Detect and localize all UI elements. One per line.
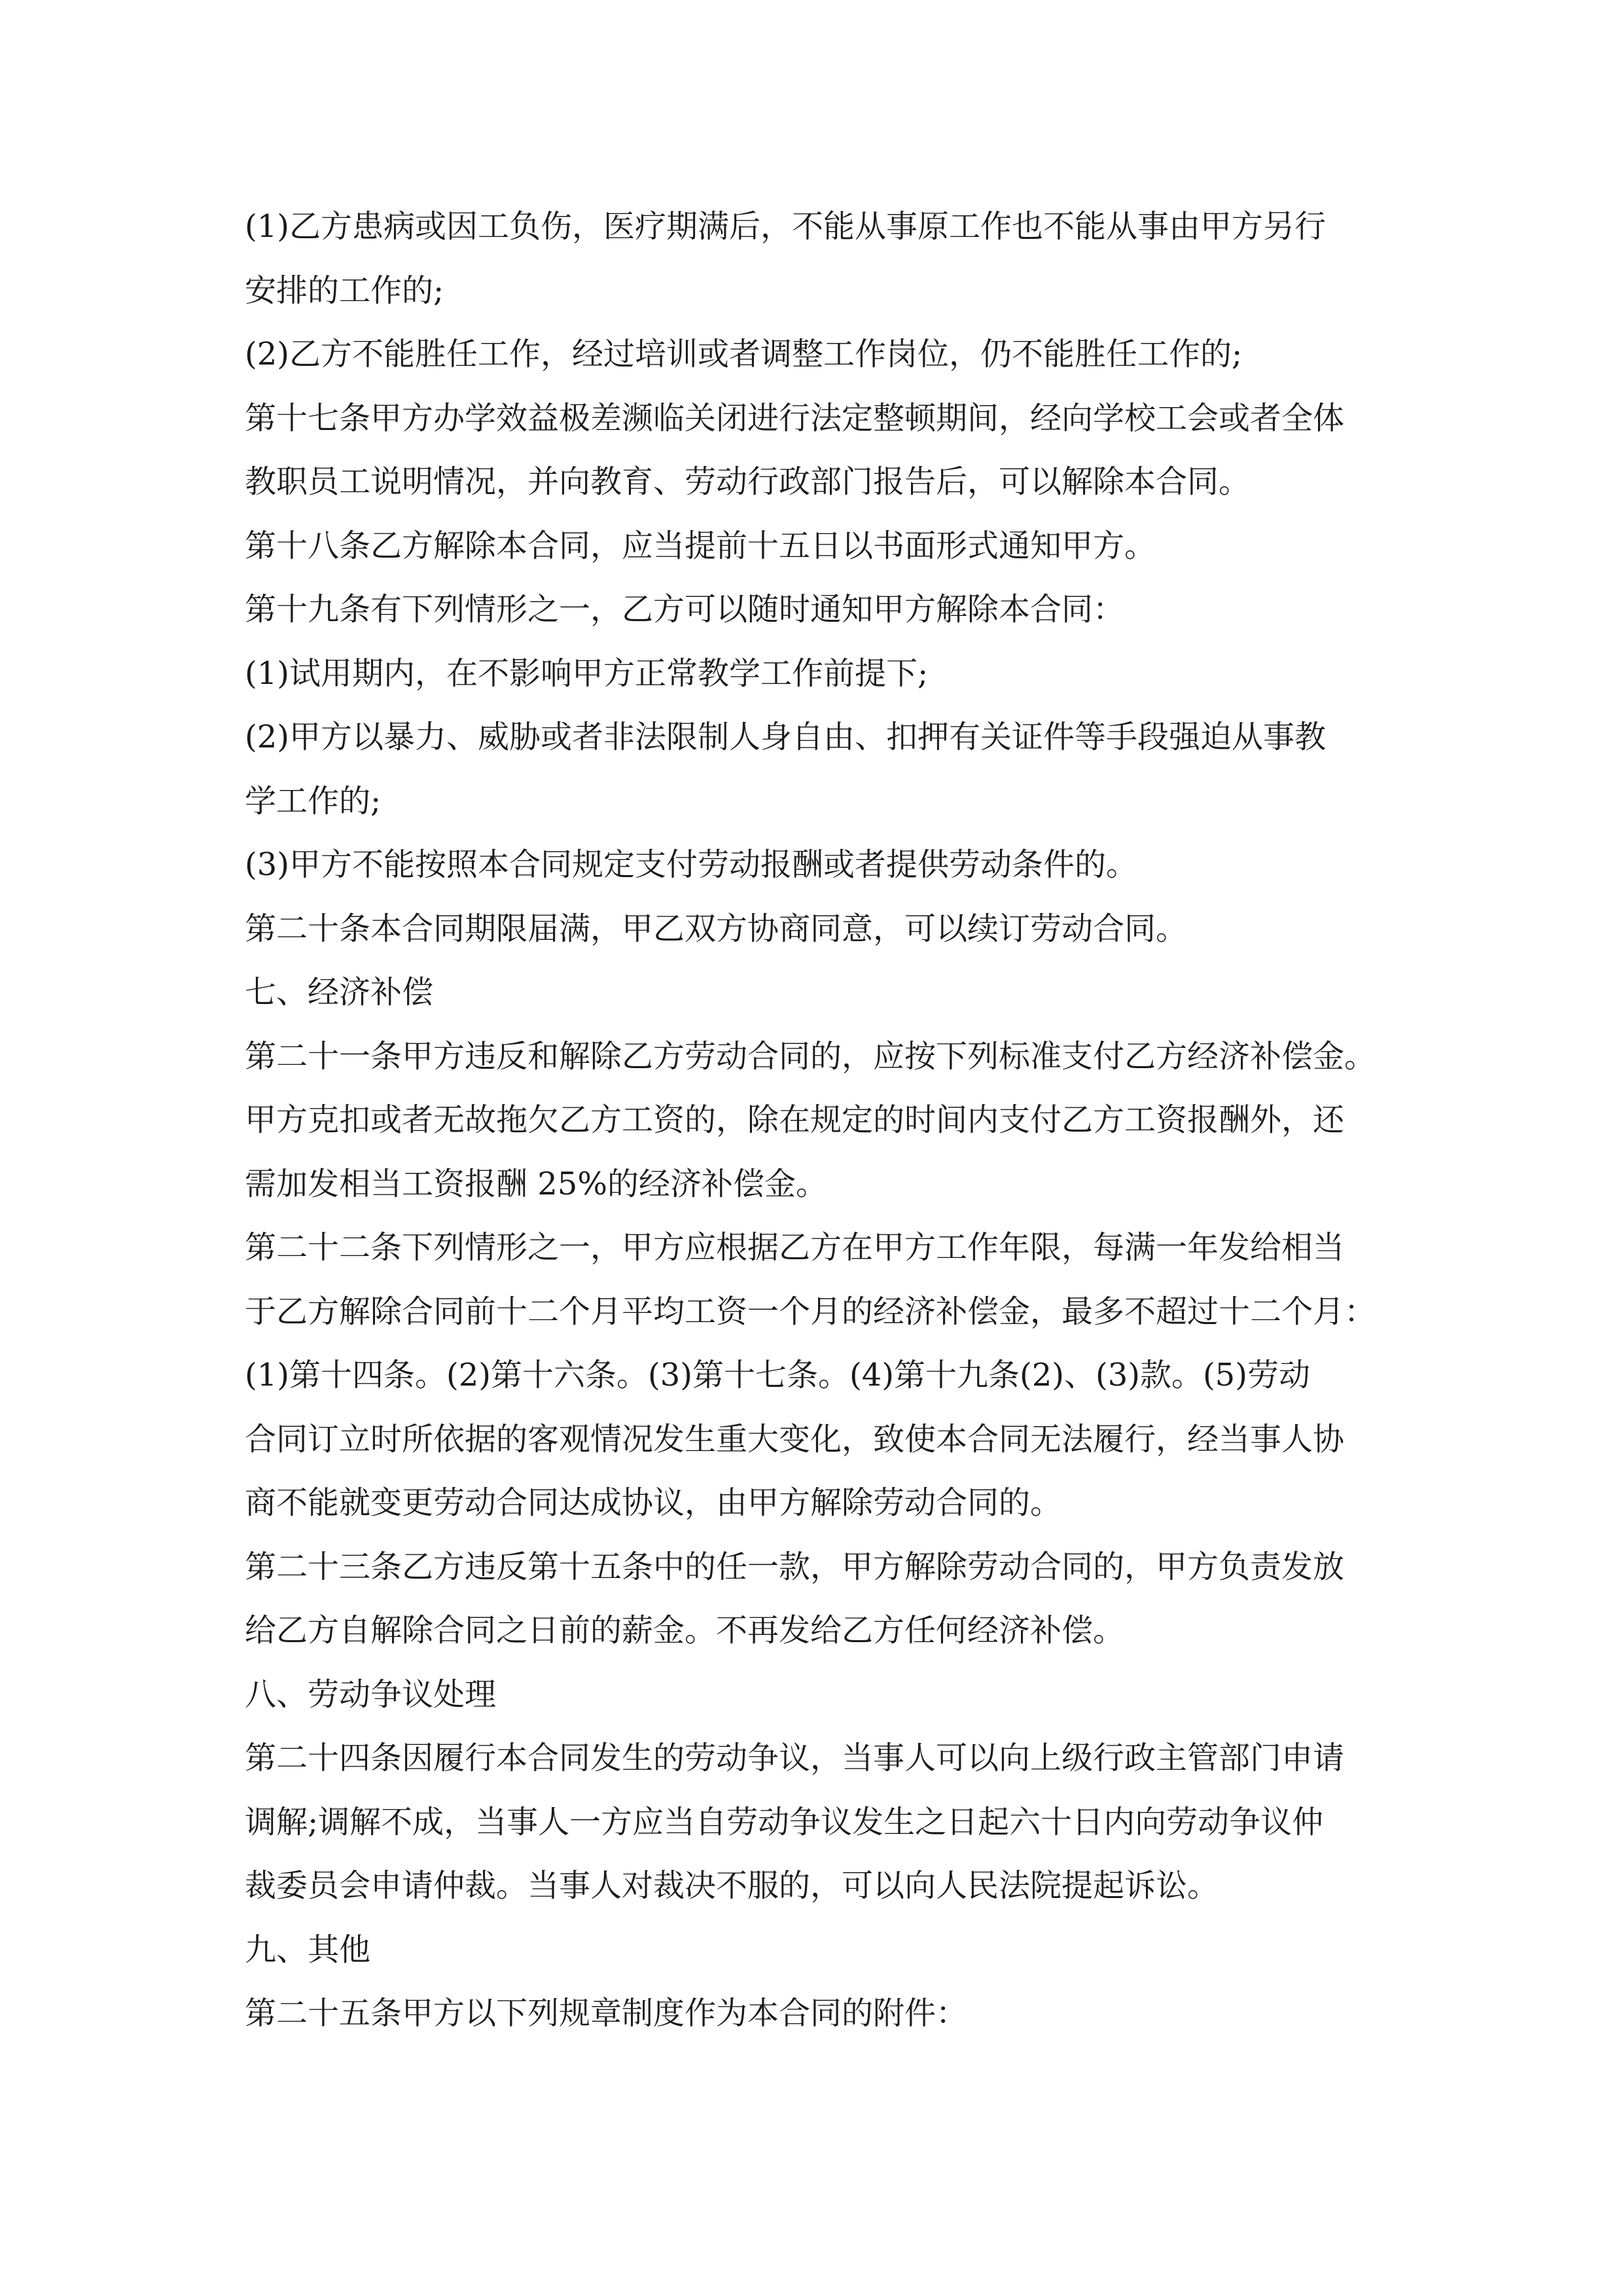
text-line: 裁委员会申请仲裁。当事人对裁决不服的，可以向人民法院提起诉讼。	[245, 1867, 1219, 1904]
section-heading: 七、经济补偿	[245, 974, 434, 1011]
text-line: (3)甲方不能按照本合同规定支付劳动报酬或者提供劳动条件的。	[245, 846, 1137, 883]
text-line: (1)第十四条。(2)第十六条。(3)第十七条。(4)第十九条(2)、(3)款。(5)劳动	[245, 1357, 1310, 1393]
text-line: 甲方克扣或者无故拖欠乙方工资的，除在规定的时间内支付乙方工资报酬外，还	[245, 1102, 1345, 1138]
text-line: 于乙方解除合同前十二个月平均工资一个月的经济补偿金，最多不超过十二个月：	[245, 1293, 1376, 1330]
text-line: 第二十条本合同期限届满，甲乙双方协商同意，可以续订劳动合同。	[245, 910, 1188, 947]
text-line: (2)甲方以暴力、威胁或者非法限制人身自由、扣押有关证件等手段强迫从事教	[245, 719, 1326, 755]
document-body	[245, 195, 1397, 2046]
text-line: (2)乙方不能胜任工作，经过培训或者调整工作岗位，仍不能胜任工作的;	[245, 336, 1243, 372]
section-heading: 八、劳动争议处理	[245, 1676, 497, 1713]
text-line: 第十八条乙方解除本合同，应当提前十五日以书面形式通知甲方。	[245, 527, 1156, 564]
text-line: 第二十三条乙方违反第十五条中的任一款，甲方解除劳动合同的，甲方负责发放	[245, 1548, 1345, 1585]
text-line: (1)乙方患病或因工负伤，医疗期满后，不能从事原工作也不能从事由甲方另行	[245, 208, 1326, 245]
text-line: 第二十二条下列情形之一，甲方应根据乙方在甲方工作年限，每满一年发给相当	[245, 1229, 1345, 1266]
text-line: 调解;调解不成，当事人一方应当自劳动争议发生之日起六十日内向劳动争议仲	[245, 1803, 1324, 1840]
text-line: 安排的工作的;	[245, 272, 444, 309]
text-line: 第十九条有下列情形之一，乙方可以随时通知甲方解除本合同：	[245, 591, 1125, 628]
text-line: 需加发相当工资报酬 25%的经济补偿金。	[245, 1165, 827, 1202]
section-heading: 九、其他	[245, 1931, 371, 1968]
text-line: 第二十四条因履行本合同发生的劳动争议，当事人可以向上级行政主管部门申请	[245, 1740, 1345, 1776]
text-line: 教职员工说明情况，并向教育、劳动行政部门报告后，可以解除本合同。	[245, 463, 1251, 500]
text-line: (1)试用期内，在不影响甲方正常教学工作前提下;	[245, 655, 929, 692]
text-line: 商不能就变更劳动合同达成协议，由甲方解除劳动合同的。	[245, 1484, 1062, 1521]
text-line: 第二十五条甲方以下列规章制度作为本合同的附件：	[245, 1995, 968, 2032]
text-line: 合同订立时所依据的客观情况发生重大变化，致使本合同无法履行，经当事人协	[245, 1420, 1345, 1458]
text-line: 给乙方自解除合同之日前的薪金。不再发给乙方任何经济补偿。	[245, 1612, 1125, 1649]
text-line: 第二十一条甲方违反和解除乙方劳动合同的，应按下列标准支付乙方经济补偿金。	[245, 1037, 1376, 1075]
text-line: 学工作的;	[245, 782, 382, 819]
text-line: 第十七条甲方办学效益极差濒临关闭进行法定整顿期间，经向学校工会或者全体	[245, 399, 1345, 437]
